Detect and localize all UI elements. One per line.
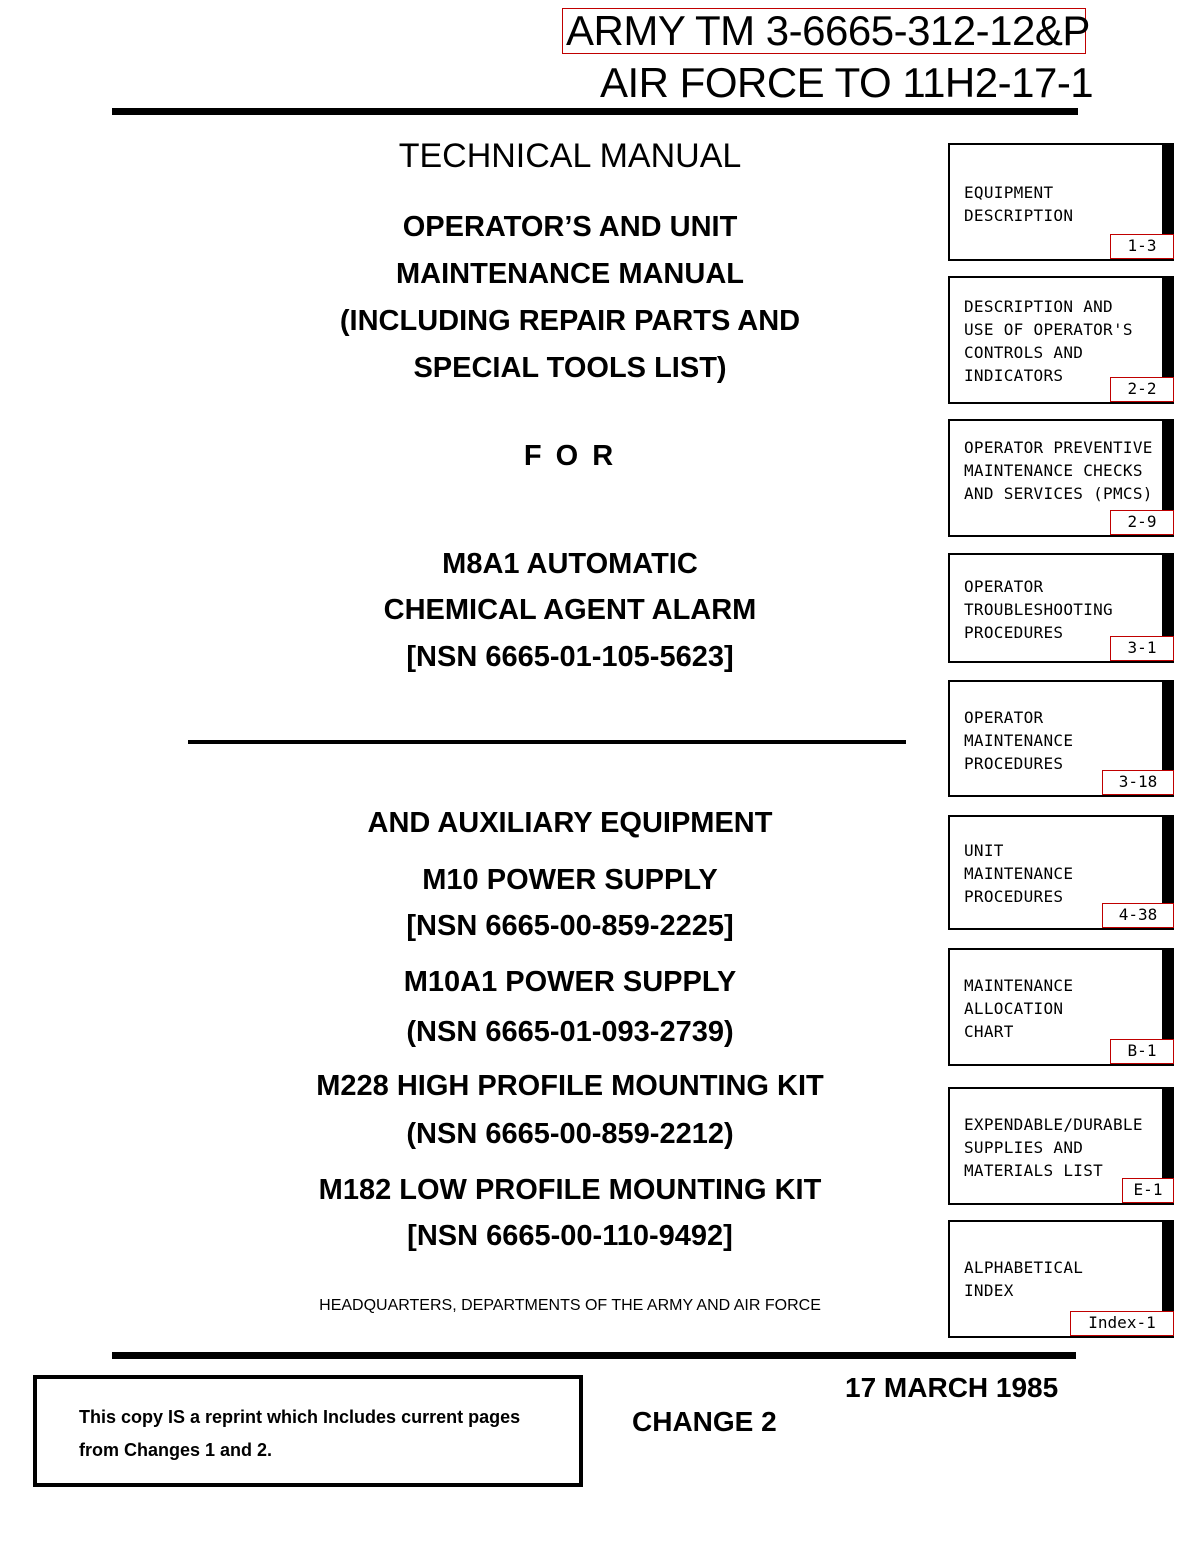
army-tm-number: ARMY TM 3-6665-312-12&P [566,7,1090,54]
equipment-nsn: [NSN 6665-01-105-5623] [406,641,734,673]
aux-line-3: M10A1 POWER SUPPLY [403,966,737,998]
index-tab-unit-maintenance[interactable] [948,815,1174,930]
index-tab-pmcs[interactable] [948,419,1174,537]
aux-line-2: [NSN 6665-00-859-2225] [406,910,734,942]
title-line-1: OPERATOR’S AND UNIT [402,211,738,243]
tab-page-number: E-1 [1122,1178,1174,1203]
title-line-2: MAINTENANCE MANUAL [396,258,744,290]
tab-label: MAINTENANCE ALLOCATION CHART [964,976,1074,1041]
index-tab-alphabetical-index[interactable] [948,1220,1174,1338]
equipment-line-2: CHEMICAL AGENT ALARM [383,594,757,626]
title-line-4: SPECIAL TOOLS LIST) [413,352,727,384]
tab-label: EQUIPMENT DESCRIPTION [964,183,1074,225]
tab-label: UNIT MAINTENANCE PROCEDURES [964,841,1074,906]
aux-line-8: [NSN 6665-00-110-9492] [407,1220,733,1252]
tab-label: OPERATOR MAINTENANCE PROCEDURES [964,708,1074,773]
title-line-3: (INCLUDING REPAIR PARTS AND [339,305,801,337]
tab-page-number: B-1 [1110,1039,1174,1064]
tab-page-number: 2-2 [1110,377,1174,402]
reprint-note-box [33,1375,583,1487]
tab-page-number: 4-38 [1102,903,1174,928]
tab-label: EXPENDABLE/DURABLE SUPPLIES AND MATERIALS LIST [964,1115,1143,1180]
index-tab-expendable-supplies[interactable] [948,1087,1174,1205]
equipment-line-1: M8A1 AUTOMATIC [442,548,698,580]
air-force-to-number: AIR FORCE TO 11H2-17-1 [600,59,1094,106]
for-label: F O R [523,440,617,472]
aux-line-7: M182 LOW PROFILE MOUNTING KIT [318,1174,822,1206]
index-tab-operator-controls[interactable] [948,276,1174,404]
footer-rule [112,1352,1076,1359]
aux-heading: AND AUXILIARY EQUIPMENT [367,807,773,839]
tab-page-number: 3-18 [1102,770,1174,795]
header-rule [112,108,1078,115]
tab-page-number: 2-9 [1110,510,1174,535]
aux-line-5: M228 HIGH PROFILE MOUNTING KIT [316,1070,824,1102]
tab-label: ALPHABETICAL INDEX [964,1258,1084,1300]
headquarters-line: HEADQUARTERS, DEPARTMENTS OF THE ARMY AND AIR FORCE [319,1297,821,1314]
aux-line-4: (NSN 6665-01-093-2739) [406,1016,734,1048]
aux-line-1: M10 POWER SUPPLY [422,864,718,896]
technical-manual-heading: TECHNICAL MANUAL [398,137,742,175]
tab-page-number: 1-3 [1110,234,1174,259]
tab-page-number: Index-1 [1070,1311,1174,1336]
publication-date: 17 MARCH 1985 [845,1372,1059,1403]
index-tab-operator-maintenance[interactable] [948,680,1174,797]
aux-line-6: (NSN 6665-00-859-2212) [406,1118,734,1150]
index-tab-troubleshooting[interactable] [948,553,1174,663]
tab-label: DESCRIPTION AND USE OF OPERATOR'S CONTROLS AND INDICATORS [964,297,1133,385]
tab-label: OPERATOR PREVENTIVE MAINTENANCE CHECKS AND SERVICES (PMCS) [964,438,1153,503]
tab-label: OPERATOR TROUBLESHOOTING PROCEDURES [964,577,1113,642]
tab-page-number: 3-1 [1110,636,1174,661]
index-tab-maintenance-allocation[interactable] [948,948,1174,1066]
index-tab-equipment-description[interactable] [948,143,1174,261]
section-divider [188,740,906,744]
reprint-note: This copy IS a reprint which Includes current pages from Changes 1 and 2. [79,1407,521,1460]
change-number: CHANGE 2 [632,1406,777,1437]
